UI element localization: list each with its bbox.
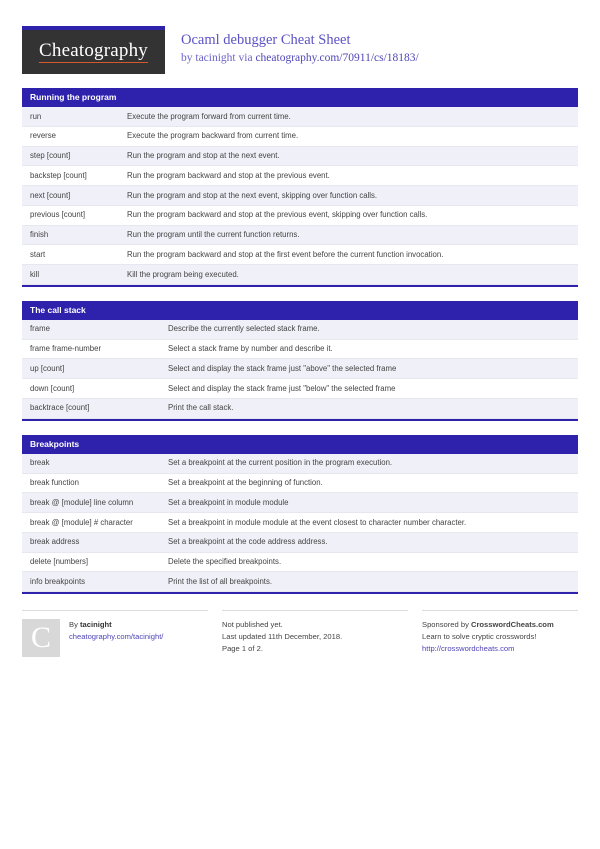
footer-author-url[interactable]: cheatography.com/tacinight/ <box>69 631 164 641</box>
description-cell: Select and display the stack frame just "above" the selected frame <box>168 363 397 373</box>
table-row <box>22 359 578 379</box>
footer-gap-1 <box>208 610 222 657</box>
section <box>22 301 578 421</box>
table-row <box>22 474 578 494</box>
footer-author-label: By <box>69 619 80 629</box>
table-row <box>22 572 578 592</box>
sheet-container <box>22 26 578 657</box>
byline-prefix: by <box>181 52 196 65</box>
command-cell: break function <box>30 478 79 488</box>
sponsor-name: CrosswordCheats.com <box>470 619 554 629</box>
description-cell: Kill the program being executed. <box>127 269 239 279</box>
command-cell: frame <box>30 324 50 334</box>
description-cell: Run the program and stop at the next event. <box>127 151 280 161</box>
page-number: Page 1 of 2. <box>222 643 263 653</box>
byline-author[interactable]: tacinight <box>195 52 236 65</box>
description-cell: Describe the currently selected stack frame. <box>168 324 320 334</box>
byline <box>181 51 419 65</box>
command-cell: previous [count] <box>30 210 86 220</box>
footer-author-meta <box>69 619 163 657</box>
command-cell: up [count] <box>30 363 65 373</box>
command-cell: step [count] <box>30 151 71 161</box>
cheatography-logo[interactable] <box>22 26 165 74</box>
page-footer <box>22 610 578 657</box>
table-row <box>22 533 578 553</box>
command-cell: break address <box>30 537 80 547</box>
command-cell: break @ [module] line column <box>30 497 134 507</box>
sponsor-tagline: Learn to solve cryptic crosswords! <box>422 631 537 641</box>
section-title: The call stack <box>22 301 578 320</box>
table-row <box>22 454 578 474</box>
description-cell: Set a breakpoint in module module at the event closest to character number character. <box>168 517 467 527</box>
description-cell: Set a breakpoint at the current position in the program execution. <box>168 458 393 468</box>
page-title: Ocaml debugger Cheat Sheet <box>181 32 351 48</box>
byline-via: via <box>235 52 256 65</box>
table-row <box>22 107 578 127</box>
table-row <box>22 166 578 186</box>
command-cell: start <box>30 249 46 259</box>
sections-host <box>22 88 578 594</box>
avatar: C <box>22 619 60 657</box>
description-cell: Execute the program backward from current time. <box>127 131 299 141</box>
title-block <box>181 26 419 66</box>
command-cell: reverse <box>30 131 56 141</box>
page-header <box>22 26 578 76</box>
command-cell: next [count] <box>30 190 71 200</box>
footer-author-name: tacinight <box>79 619 112 629</box>
command-cell: frame frame-number <box>30 344 102 354</box>
command-cell: info breakpoints <box>30 576 86 586</box>
table-row <box>22 245 578 265</box>
byline-source-link[interactable]: cheatography.com/70911/cs/18183/ <box>255 52 419 65</box>
logo-text: Cheatography <box>39 40 148 61</box>
table-row <box>22 186 578 206</box>
footer-gap-2 <box>408 610 422 657</box>
table-row <box>22 127 578 147</box>
command-cell: break <box>30 458 50 468</box>
description-cell: Run the program and stop at the next event, skipping over function calls. <box>127 190 378 200</box>
table-row <box>22 226 578 246</box>
command-cell: backtrace [count] <box>30 403 90 413</box>
table-row <box>22 399 578 419</box>
description-cell: Delete the specified breakpoints. <box>168 557 282 567</box>
description-cell: Run the program backward and stop at the previous event. <box>127 170 330 180</box>
table-row <box>22 265 578 285</box>
command-cell: run <box>30 111 42 121</box>
description-cell: Print the list of all breakpoints. <box>168 576 273 586</box>
command-cell: backstep [count] <box>30 170 87 180</box>
description-cell: Select a stack frame by number and describe it. <box>168 344 333 354</box>
footer-author-column <box>22 610 208 657</box>
description-cell: Execute the program forward from current time. <box>127 111 291 121</box>
sponsor-url[interactable]: http://crosswordcheats.com <box>422 643 515 653</box>
footer-publish-column <box>222 610 408 657</box>
last-updated: Last updated 11th December, 2018. <box>222 631 343 641</box>
sponsor-label: Sponsored by <box>422 619 471 629</box>
table-row <box>22 553 578 573</box>
footer-sponsor-column <box>422 610 578 657</box>
table-row <box>22 340 578 360</box>
table-row <box>22 513 578 533</box>
description-cell: Set a breakpoint in module module <box>168 497 289 507</box>
table-row <box>22 493 578 513</box>
table-row <box>22 206 578 226</box>
description-cell: Set a breakpoint at the beginning of function. <box>168 478 323 488</box>
description-cell: Set a breakpoint at the code address address. <box>168 537 328 547</box>
section <box>22 88 578 287</box>
section-title: Running the program <box>22 88 578 107</box>
description-cell: Run the program backward and stop at the previous event, skipping over function calls. <box>127 210 428 220</box>
section-title: Breakpoints <box>22 435 578 454</box>
description-cell: Run the program until the current function returns. <box>127 230 300 240</box>
command-cell: kill <box>30 269 40 279</box>
table-row <box>22 147 578 167</box>
description-cell: Run the program backward and stop at the first event before the current function invocation. <box>127 249 444 259</box>
description-cell: Select and display the stack frame just "below" the selected frame <box>168 383 396 393</box>
command-cell: delete [numbers] <box>30 557 89 567</box>
command-cell: down [count] <box>30 383 75 393</box>
section <box>22 435 578 594</box>
table-row <box>22 320 578 340</box>
publish-status: Not published yet. <box>222 619 283 629</box>
table-row <box>22 379 578 399</box>
command-cell: finish <box>30 230 49 240</box>
command-cell: break @ [module] # character <box>30 517 133 527</box>
sponsor-line <box>422 619 578 631</box>
description-cell: Print the call stack. <box>168 403 234 413</box>
footer-author-line <box>69 619 163 631</box>
